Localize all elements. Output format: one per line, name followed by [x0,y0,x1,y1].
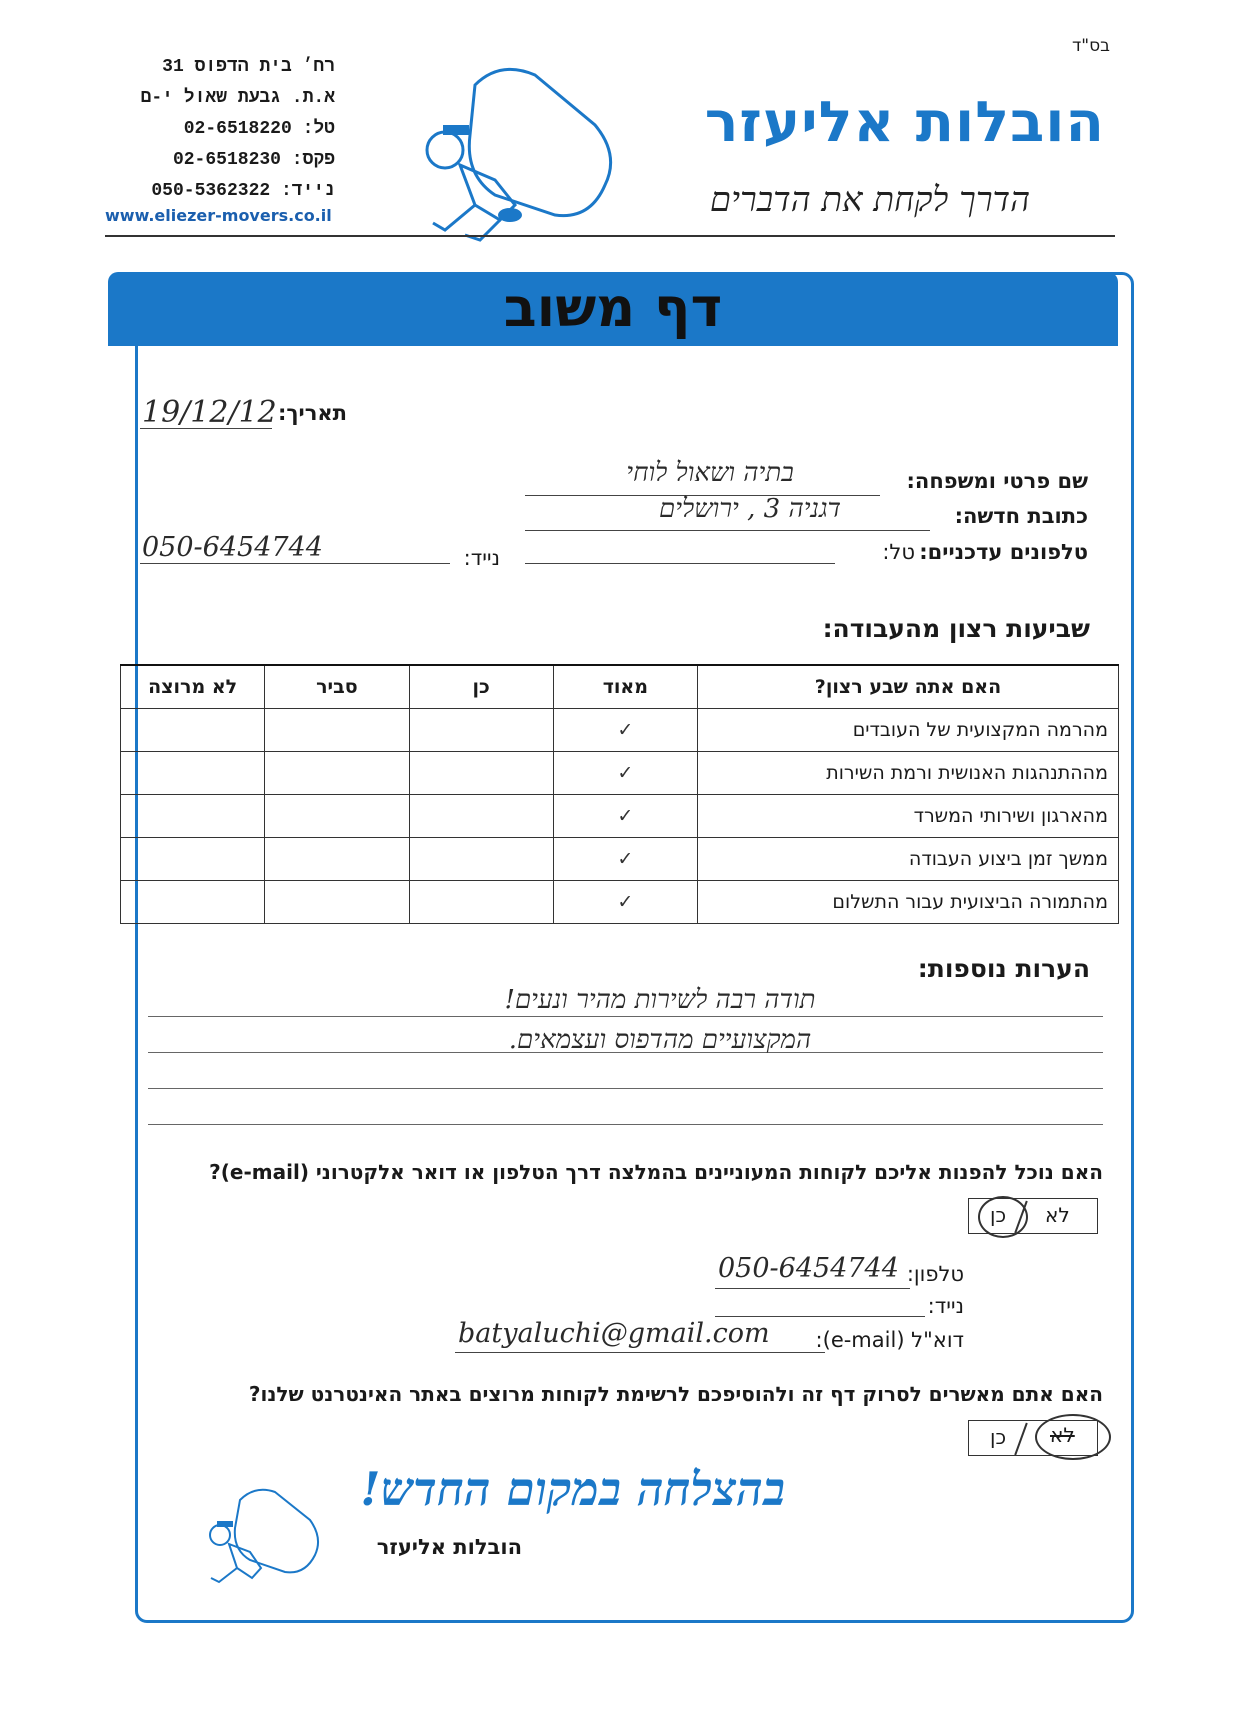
referral-email-value[interactable]: batyaluchi@gmail.com [458,1318,770,1349]
satisfaction-title: שביעות רצון מהעבודה: [822,614,1090,643]
col-question: האם אתה שבע רצון? [698,665,1119,709]
date-label: תאריך: [278,401,347,425]
referral-mobile-label: נייד: [927,1294,964,1318]
row-question: מהרמה המקצועית של העובדים [698,709,1119,752]
website-link[interactable]: www.eliezer-movers.co.il [105,206,332,225]
table-row [121,752,1119,795]
check-icon[interactable]: ✓ [553,709,697,752]
col-not-satisfied: לא מרוצה [121,665,265,709]
mobile-underline [140,563,450,564]
cell-reasonable[interactable] [265,752,409,795]
cell-yes[interactable] [409,709,553,752]
address-underline [525,530,930,531]
contact-address: רח׳ בית הדפוס 31 [162,57,335,77]
notes-text-line1[interactable]: תודה רבה לשירות מהיר ונעים! [504,985,816,1015]
tel-underline [525,563,835,564]
address-label: כתובת חדשה: [954,504,1088,528]
mover-logo-icon [405,55,625,245]
row-question: מההתנהגות האנושית ורמת השירות [698,752,1119,795]
contact-mobile: נייד: 050-5362322 [151,181,335,201]
company-slogan: הדרך לקחת את הדברים [709,180,1030,220]
notes-line [148,1016,1103,1017]
col-reasonable: סביר [265,665,409,709]
referral-phone-underline [715,1288,910,1289]
cell-reasonable[interactable] [265,838,409,881]
table-header-row [121,665,1119,709]
row-question: ממשך זמן ביצוע העבודה [698,838,1119,881]
tel-label: טל: [882,540,915,564]
referral-phone-value[interactable]: 050-6454744 [718,1253,899,1284]
cell-reasonable[interactable] [265,709,409,752]
row-question: מהתמורה הביצועית עבור התשלום [698,881,1119,924]
publish-yes[interactable]: כן [990,1425,1007,1449]
notes-title: הערות נוספות: [917,954,1090,983]
cell-reasonable[interactable] [265,795,409,838]
col-very: מאוד [553,665,697,709]
cell-not-satisfied[interactable] [121,709,265,752]
table-row [121,709,1119,752]
footer-signature: הובלות אליעזר [376,1535,522,1559]
table-row [121,795,1119,838]
cell-yes[interactable] [409,838,553,881]
cell-not-satisfied[interactable] [121,752,265,795]
notes-line [148,1124,1103,1125]
name-label: שם פרטי ומשפחה: [906,469,1088,493]
check-icon[interactable]: ✓ [553,795,697,838]
table-row [121,838,1119,881]
date-value[interactable]: 19/12/12 [142,395,277,430]
header-divider [105,235,1115,237]
contact-area: א.ת. גבעת שאול י-ם [140,88,335,108]
contact-phone: טל: 02-6518220 [183,119,335,139]
referral-mobile-underline [715,1316,925,1317]
cell-yes[interactable] [409,881,553,924]
col-yes: כן [409,665,553,709]
referral-question: האם נוכל להפנות אליכם לקוחות המעוניינים בהמלצה דרך הטלפון או דואר אלקטרוני (e-mail)? [209,1160,1103,1184]
satisfaction-table [120,664,1119,924]
cell-reasonable[interactable] [265,881,409,924]
publish-no[interactable]: לא [1050,1423,1075,1447]
company-brand: הובלות אליעזר [704,90,1105,155]
mobile-value[interactable]: 050-6454744 [142,532,323,563]
cell-not-satisfied[interactable] [121,795,265,838]
check-icon[interactable]: ✓ [553,752,697,795]
address-value[interactable]: דגניה 3 , ירושלים [659,494,841,524]
phones-label: טלפונים עדכניים: [919,540,1088,564]
referral-email-label: דוא"ל (e-mail): [815,1328,964,1352]
table-row [121,881,1119,924]
cell-yes[interactable] [409,752,553,795]
cell-yes[interactable] [409,795,553,838]
footer-wish: בהצלחה במקום החדש! [360,1462,785,1516]
publish-question: האם אתם מאשרים לסרוק דף זה ולהוסיפכם לרשימת לקוחות מרוצים באתר האינטרנט שלנו? [248,1382,1103,1406]
referral-email-underline [455,1352,825,1353]
bsd-mark: בס"ד [1072,36,1110,56]
cell-not-satisfied[interactable] [121,881,265,924]
notes-line [148,1088,1103,1089]
referral-phone-label: טלפון: [906,1262,964,1286]
company-contact [105,52,335,207]
name-value[interactable]: בתיה ושאול לוחי [626,458,794,488]
row-question: מהארגון ושירותי המשרד [698,795,1119,838]
check-icon[interactable]: ✓ [553,838,697,881]
cell-not-satisfied[interactable] [121,838,265,881]
mover-logo-small-icon [195,1480,325,1590]
referral-no[interactable]: לא [1045,1203,1070,1227]
check-icon[interactable]: ✓ [553,881,697,924]
referral-yes[interactable]: כן [990,1203,1007,1227]
contact-fax: פקס: 02-6518230 [172,150,335,170]
form-title: דף משוב [503,276,723,339]
notes-text-line2[interactable]: המקצועיים מהדפוס ועצמאים. [508,1025,812,1055]
mobile-label: נייד: [463,546,500,570]
